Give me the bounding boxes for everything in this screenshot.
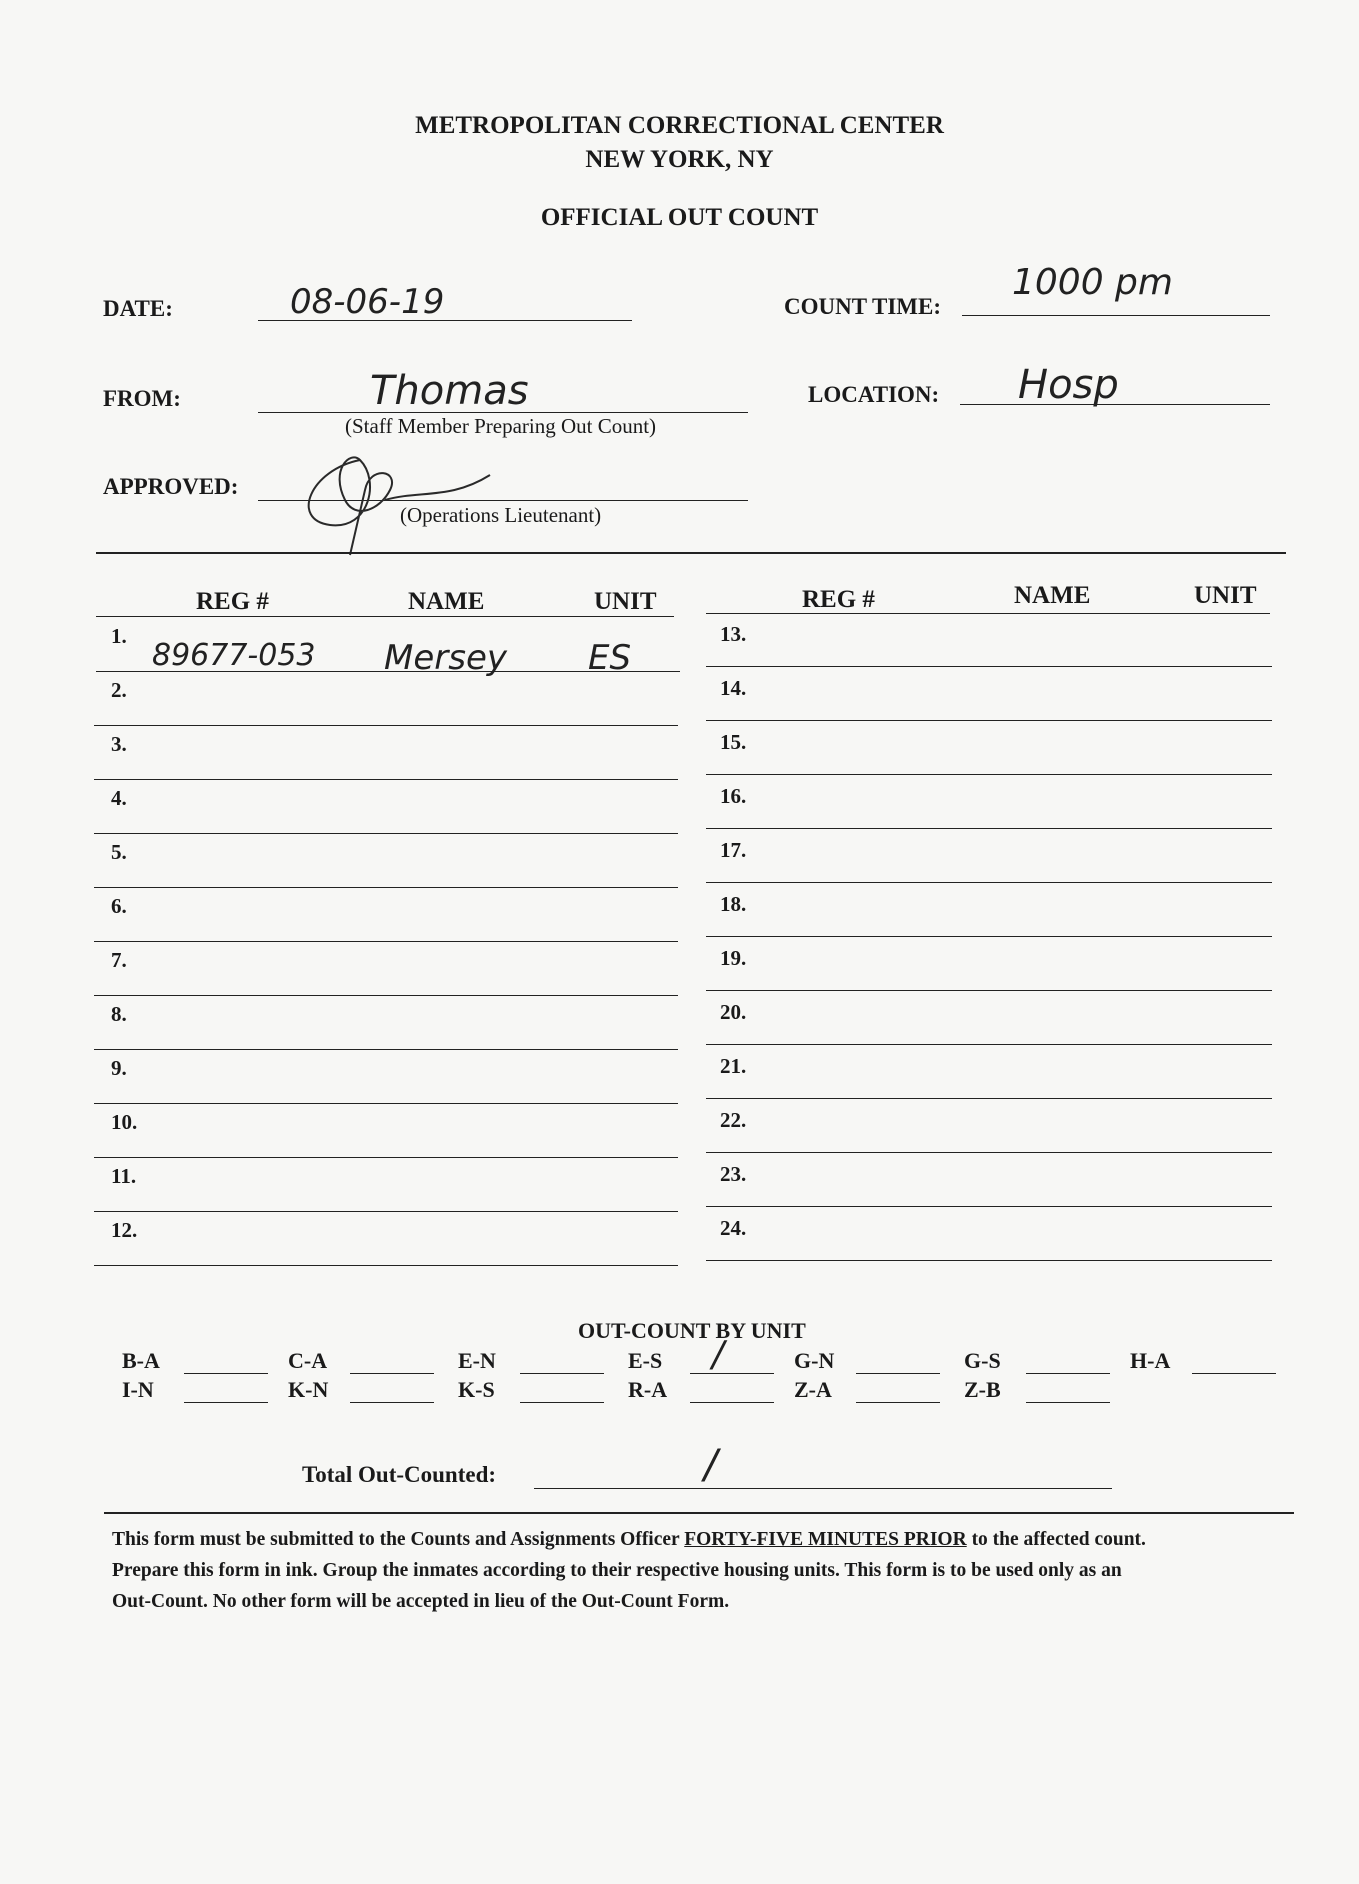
row-number: 3.: [111, 732, 127, 756]
unit-count-line: [1026, 1402, 1110, 1403]
right-header-reg: REG #: [802, 586, 875, 613]
from-signature: Thomas: [370, 368, 529, 414]
footer-line-3: Out-Count. No other form will be accepted in lieu of the Out-Count Form.: [112, 1591, 730, 1612]
row-number: 18.: [720, 892, 747, 916]
count-time-value: 1000 pm: [1012, 262, 1173, 303]
row-number: 15.: [720, 730, 747, 754]
row-line: [94, 995, 678, 996]
row-name: Mersey: [384, 638, 507, 678]
row-line: [706, 666, 1272, 667]
row-number: 14.: [720, 676, 747, 700]
unit-count-line: [520, 1373, 604, 1374]
row-reg: 89677-053: [152, 638, 316, 673]
row-line: [706, 720, 1272, 721]
footer-instructions: [112, 1524, 1292, 1617]
unit-count-line: [184, 1373, 268, 1374]
unit-label: H-A: [1130, 1348, 1171, 1373]
row-line: [706, 936, 1272, 937]
unit-label: B-A: [122, 1348, 160, 1373]
row-number: 13.: [720, 622, 747, 646]
outcount-title: OUT-COUNT BY UNIT: [578, 1318, 806, 1343]
unit-label: G-S: [964, 1348, 1001, 1373]
row-number: 4.: [111, 786, 127, 810]
row-number: 1.: [111, 624, 127, 648]
row-unit: ES: [588, 638, 632, 678]
unit-label: K-N: [288, 1377, 329, 1402]
row-line: [706, 882, 1272, 883]
footer-text-a: This form must be submitted to the Counts and Assignments Officer: [112, 1529, 685, 1550]
institution-city: NEW YORK, NY: [585, 146, 774, 173]
total-line: [534, 1488, 1112, 1489]
unit-label: I-N: [122, 1377, 154, 1402]
row-number: 12.: [111, 1218, 138, 1242]
row-number: 7.: [111, 948, 127, 972]
row-line: [706, 1152, 1272, 1153]
row-number: 8.: [111, 1002, 127, 1026]
row-number: 10.: [111, 1110, 138, 1134]
left-header-line: [96, 616, 674, 617]
row-line: [706, 1206, 1272, 1207]
unit-count-line: [350, 1373, 434, 1374]
row-line: [706, 990, 1272, 991]
unit-label: K-S: [458, 1377, 495, 1402]
left-header-reg: REG #: [196, 588, 269, 615]
approved-caption: (Operations Lieutenant): [400, 503, 602, 527]
approved-signature-icon: [290, 440, 520, 560]
total-label: Total Out-Counted:: [302, 1462, 497, 1487]
count-time-line: [962, 315, 1270, 316]
row-line: [94, 1049, 678, 1050]
row-number: 23.: [720, 1162, 747, 1186]
count-time-label: COUNT TIME:: [784, 294, 941, 319]
row-number: 5.: [111, 840, 127, 864]
row-number: 21.: [720, 1054, 747, 1078]
institution-name: METROPOLITAN CORRECTIONAL CENTER: [415, 112, 944, 139]
footer-text-b: to the affected count.: [966, 1529, 1146, 1550]
date-value: 08-06-19: [290, 282, 445, 322]
row-line: [706, 828, 1272, 829]
unit-label: Z-B: [964, 1377, 1001, 1402]
date-label: DATE:: [103, 296, 173, 321]
unit-count-line: [690, 1402, 774, 1403]
form-title: OFFICIAL OUT COUNT: [540, 204, 819, 231]
row-number: 24.: [720, 1216, 747, 1240]
row-line: [94, 1211, 678, 1212]
unit-count-line: [520, 1402, 604, 1403]
row-number: 16.: [720, 784, 747, 808]
row-number: 11.: [111, 1164, 137, 1188]
row-number: 2.: [111, 678, 127, 702]
row-line: [94, 725, 678, 726]
row-number: 22.: [720, 1108, 747, 1132]
unit-label: C-A: [288, 1348, 328, 1373]
row-number: 9.: [111, 1056, 127, 1080]
from-caption: (Staff Member Preparing Out Count): [345, 414, 657, 438]
unit-count-line: [690, 1373, 774, 1374]
unit-label: Z-A: [794, 1377, 832, 1402]
unit-count-line: [856, 1373, 940, 1374]
unit-count-line: [1192, 1373, 1276, 1374]
row-number: 17.: [720, 838, 747, 862]
unit-label: R-A: [628, 1377, 668, 1402]
row-number: 6.: [111, 894, 127, 918]
row-line: [96, 671, 680, 672]
unit-label: E-S: [628, 1348, 663, 1373]
unit-count-value: /: [712, 1334, 725, 1375]
unit-count-line: [856, 1402, 940, 1403]
unit-count-line: [1026, 1373, 1110, 1374]
row-line: [94, 1157, 678, 1158]
unit-count-line: [184, 1402, 268, 1403]
row-line: [706, 774, 1272, 775]
row-line: [94, 1103, 678, 1104]
location-label: LOCATION:: [808, 382, 940, 407]
footer-emphasis: FORTY-FIVE MINUTES PRIOR: [684, 1529, 967, 1550]
approved-label: APPROVED:: [103, 474, 239, 499]
row-number: 19.: [720, 946, 747, 970]
footer-line-1: [112, 1524, 1292, 1555]
row-line: [94, 1265, 678, 1266]
footer-line-2: Prepare this form in ink. Group the inmates according to their respective housing units. This form is to be used only as an: [112, 1560, 1122, 1581]
left-header-unit: UNIT: [594, 588, 657, 615]
row-line: [706, 1044, 1272, 1045]
right-header-name: NAME: [1014, 582, 1091, 609]
row-line: [706, 1260, 1272, 1261]
total-value: /: [704, 1442, 718, 1488]
unit-label: E-N: [458, 1348, 496, 1373]
right-header-unit: UNIT: [1194, 582, 1257, 609]
unit-label: G-N: [794, 1348, 835, 1373]
row-line: [94, 833, 678, 834]
unit-count-line: [350, 1402, 434, 1403]
left-header-name: NAME: [408, 588, 485, 615]
row-line: [94, 941, 678, 942]
from-label: FROM:: [103, 386, 181, 411]
row-number: 20.: [720, 1000, 747, 1024]
location-value: Hosp: [1018, 362, 1119, 408]
row-line: [94, 887, 678, 888]
right-header-line: [706, 613, 1270, 614]
row-line: [706, 1098, 1272, 1099]
row-line: [94, 779, 678, 780]
header-divider: [96, 552, 1286, 554]
footer-divider: [104, 1512, 1294, 1514]
